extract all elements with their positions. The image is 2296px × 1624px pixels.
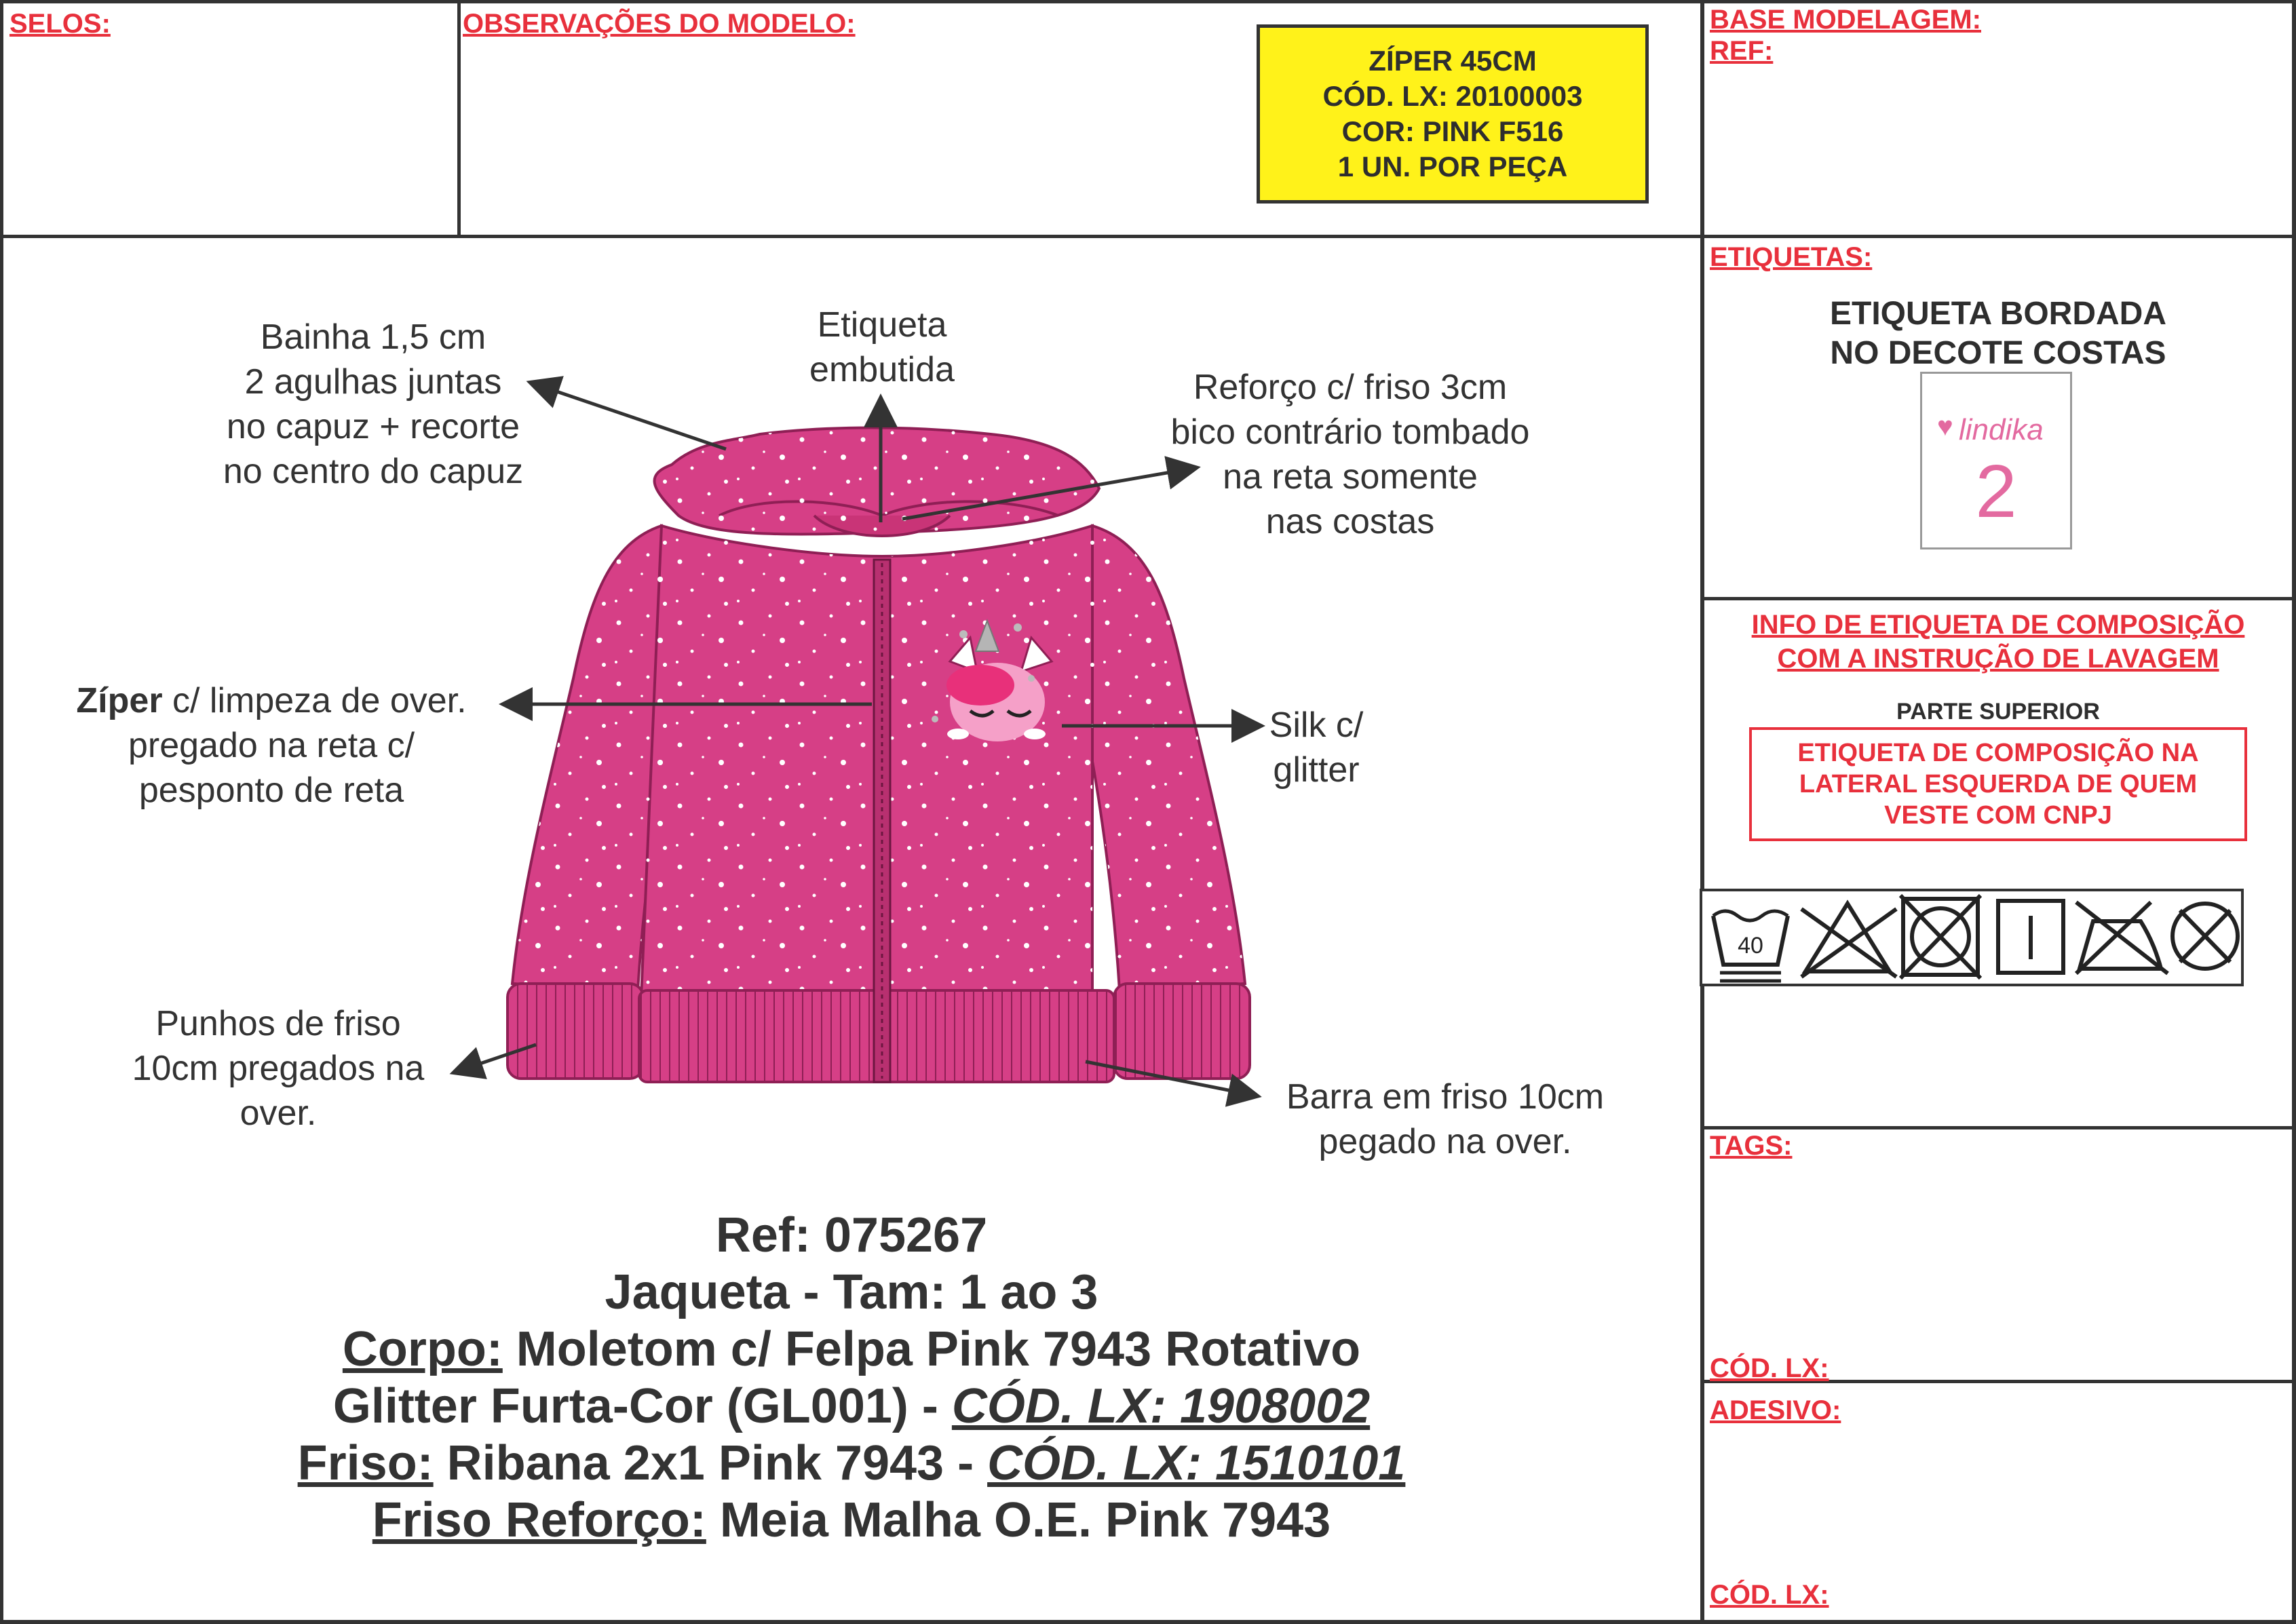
info-composicao-title: INFO DE ETIQUETA DE COMPOSIÇÃO COM A INSTRUÇÃO DE LAVAGEM [1751,610,2245,674]
note-ziper: Zíper c/ limpeza de over. pregado na reta c/ pesponto de reta [76,681,467,810]
brand-size-number: 2 [1975,450,2017,533]
glitter-line: Glitter Furta-Cor (GL001) - CÓD. LX: 1908002 [332,1379,1371,1433]
etiqueta-bordada-text: ETIQUETA BORDADA NO DECOTE COSTAS [1830,296,2166,371]
tags-label: TAGS: [1710,1131,1793,1161]
ref-label: REF: [1710,36,1774,66]
no-tumble-dry-icon [1900,895,1981,978]
friso-reforco-line: Friso Reforço: Meia Malha O.E. Pink 7943 [372,1493,1331,1547]
zipper-code: CÓD. LX: 20100003 [1322,80,1583,112]
etiquetas-divider [1700,597,2296,600]
brand-label-sample [1920,372,2072,549]
note-barra: Barra em friso 10cm pegado na over. [1286,1077,1605,1161]
observacoes-label: OBSERVAÇÕES DO MODELO: [463,9,856,39]
brand-logo-text: lindika [1959,413,2044,446]
friso-line: Friso: Ribana 2x1 Pink 7943 - CÓD. LX: 1510101 [297,1436,1406,1490]
adesivo-label: ADESIVO: [1710,1395,1841,1425]
zipper-color: COR: PINK F516 [1341,115,1564,147]
tags-cod-lx: CÓD. LX: [1710,1353,1829,1383]
left-cuff [508,984,643,1079]
note-silk: Silk c/ glitter [1269,705,1364,790]
svg-text:40: 40 [1738,933,1763,959]
product-ref: Ref: 075267 [715,1208,988,1262]
note-etiqueta: Etiqueta embutida [809,305,955,389]
product-name: Jaqueta - Tam: 1 ao 3 [605,1265,1098,1319]
heart-icon: ♥ [1937,412,1953,442]
composicao-box: ETIQUETA DE COMPOSIÇÃO NA LATERAL ESQUERDA DE QUEM VESTE COM CNPJ [1749,727,2247,841]
zipper-length: ZÍPER 45CM [1369,45,1537,77]
note-punhos: Punhos de friso 10cm pregados na over. [132,1004,425,1133]
corpo-line: Corpo: Moletom c/ Felpa Pink 7943 Rotativo [342,1322,1361,1376]
adesivo-cod-lx: CÓD. LX: [1710,1580,1829,1610]
note-bainha: Bainha 1,5 cm 2 agulhas juntas no capuz + recorte no centro do capuz [223,317,524,491]
etiquetas-label: ETIQUETAS: [1710,242,1873,272]
parte-superior-label: PARTE SUPERIOR [1896,699,2100,724]
base-modelagem-label: BASE MODELAGEM: [1710,5,1981,35]
tags-divider [1700,1126,2296,1129]
care-symbols-strip [1700,889,2246,988]
right-cuff [1114,984,1250,1079]
zipper-quantity: 1 UN. POR PEÇA [1337,151,1568,182]
selos-label: SELOS: [9,9,111,39]
note-reforco: Reforço c/ friso 3cm bico contrário tombado na reta somente nas costas [1170,368,1530,541]
